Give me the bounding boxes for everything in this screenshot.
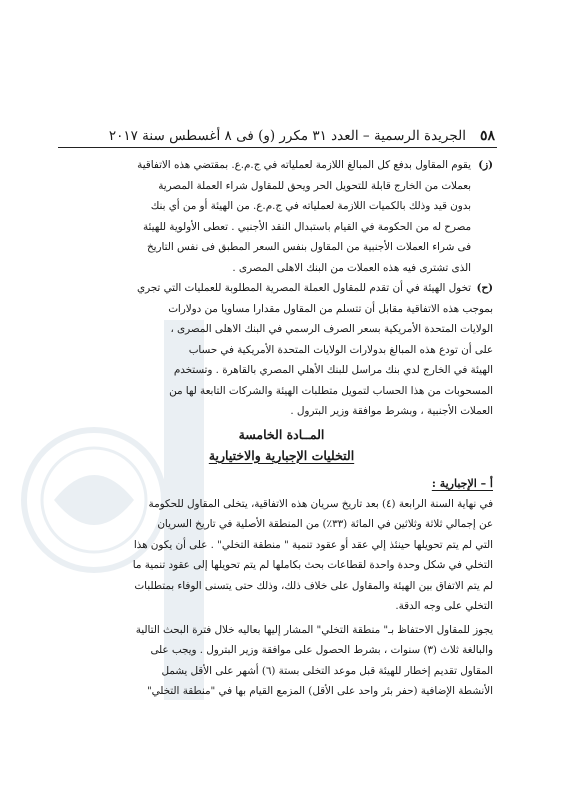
text-line: العملات الأجنبية ، وبشرط موافقة وزير البترول . xyxy=(290,405,493,417)
text-line: والبالغة ثلاث (٣) سنوات ، بشرط الحصول على موافقة وزير البترول . ويجب على xyxy=(150,644,493,656)
section-a-label: أ – الإجبارية : xyxy=(431,476,493,490)
document-body xyxy=(70,155,493,702)
page-number: ٥٨ xyxy=(479,128,495,144)
clause-h xyxy=(70,278,493,299)
clause-text xyxy=(70,278,471,299)
text-line: التخلي على وجه الدقة. xyxy=(395,600,493,612)
text-line: مصرح له من الحكومة في القيام باستبدال النقد الأجنبي . تعطى الأولوية للهيئة xyxy=(143,220,471,233)
page-header xyxy=(60,122,495,144)
section-heading xyxy=(70,474,493,494)
text-line: المقاول تقديم إخطار للهيئة قبل موعد التخلى بستة (٦) أشهر على الأقل يشمل xyxy=(161,664,493,677)
text-line: التخلي في شكل وحدة واحدة لقطاعات بحث بكاملها لم يتم تحويلها إلى عقود تنمية ما xyxy=(132,559,493,571)
clause-text xyxy=(70,155,471,278)
text-line: التي لم يتم تحويلها حينئذ إلي عقد أو عقود تنمية " منطقة التخلي" . على أن يكون هذا xyxy=(133,538,493,551)
text-line: في نهاية السنة الرابعة (٤) بعد تاريخ سريان هذه الاتفاقية، يتخلى المقاول للحكومة xyxy=(148,497,493,510)
text-line: المسحوبات من هذا الحساب لتمويل متطلبات الهيئة والشركات التابعة لها من xyxy=(169,384,493,397)
text-line: بموجب هذه الاتفاقية مقابل أن تتسلم من المقاول مقدارا مساويا من دولارات xyxy=(168,302,493,315)
text-line: تخول الهيئة في أن تقدم للمقاول العملة المصرية المطلوبة للعمليات التي تجري xyxy=(137,282,471,294)
text-line: الأنشطة الإضافية (حفر بئر واحد على الأقل) المزمع القيام بها في "منطقة التخلي" xyxy=(146,685,493,697)
gazette-header-title: الجريدة الرسمية – العدد ٣١ مكرر (و) فى ٨ أغسطس سنة ٢٠١٧ xyxy=(108,128,466,144)
article-subject: التخليات الإجبارية والاختيارية xyxy=(208,447,355,463)
text-line: عن إجمالي ثلاثة وثلاثين في المائة (٣٣٪) من المنطقة الأصلية في تاريخ السريان xyxy=(157,518,493,530)
header-rule xyxy=(58,147,497,148)
text-line: بعملات من الخارج قابلة للتحويل الحر ويحق للمقاول شراء العملة المصرية xyxy=(158,179,471,192)
clause-marker: (ز) xyxy=(478,159,493,171)
text-line: الذى تشترى فيه هذه العملات من البنك الاهلى المصرى . xyxy=(232,261,471,274)
text-line: يجوز للمقاول الاحتفاظ بـ" منطقة التخلي" المشار إليها بعاليه خلال فترة البحث التالية xyxy=(135,623,493,636)
text-line: لم يتم الاتفاق بين الهيئة والمقاول على خلاف ذلك، وذلك حتى يتسنى الوفاء بمتطلبات xyxy=(134,579,493,592)
clause-marker: (ح) xyxy=(476,282,493,294)
article-title: المــادة الخامسة xyxy=(238,426,325,442)
text-line: الولايات المتحدة الأمريكية بسعر الصرف الرسمي في البنك الاهلى المصرى ، xyxy=(170,323,493,335)
text-line: على أن تودع هذه المبالغ بدولارات الولايات المتحدة الأمريكية في حساب xyxy=(188,343,493,356)
text-line: الهيئة في الخارج لدي بنك مراسل للبنك الأهلي المصري بالقاهرة . وتستخدم xyxy=(173,364,493,376)
text-line: فى شراء العملات الأجنبية من المقاول بنفس السعر المطبق فى نفس التاريخ xyxy=(147,241,471,253)
text-line: بدون قيد وذلك بالكميات اللازمة لعملياته في ج.م.ع. من الهيئة أو من أي بنك xyxy=(150,200,471,212)
text-line: يقوم المقاول بدفع كل المبالغ اللازمة لعملياته في ج.م.ع. بمقتضي هذه الاتفاقية xyxy=(137,159,471,171)
clause-z xyxy=(70,155,493,278)
